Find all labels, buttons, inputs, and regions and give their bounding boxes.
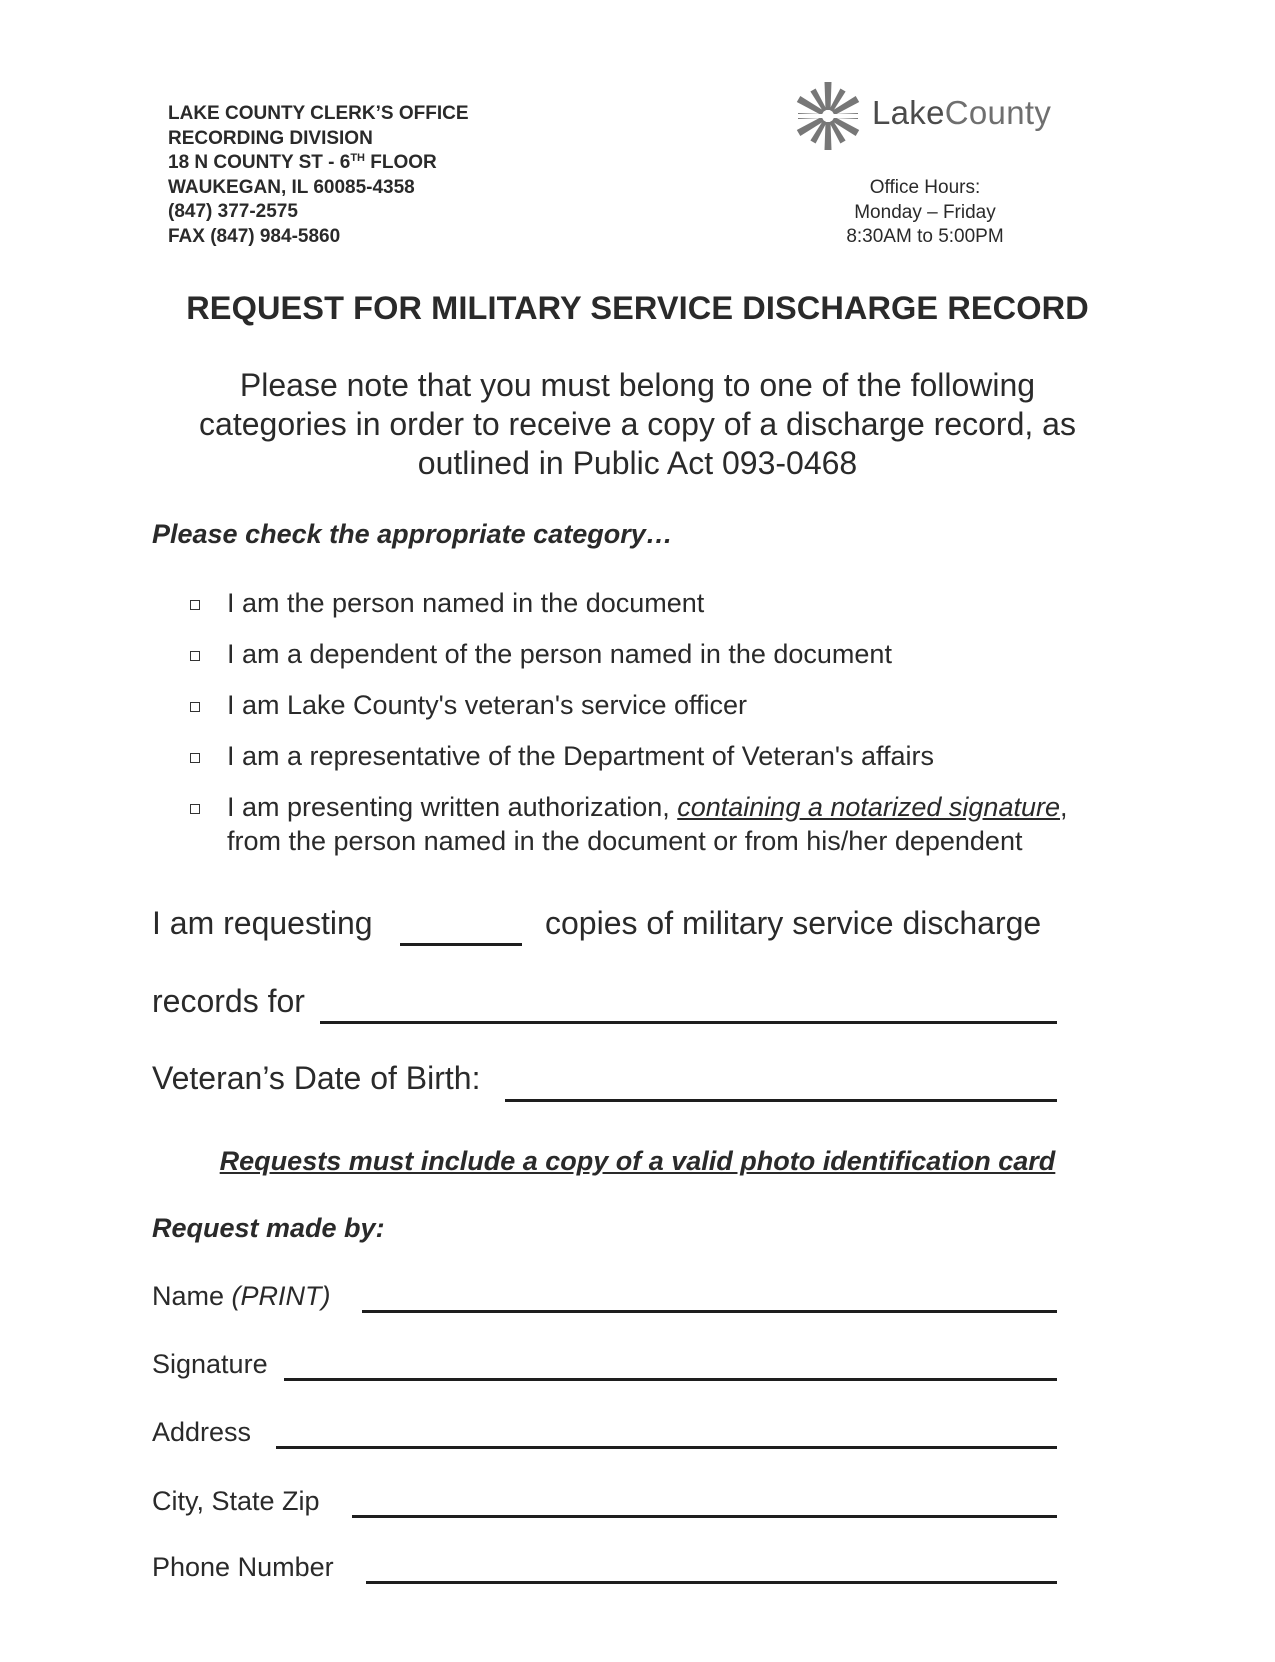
notarized-signature-emphasis: containing a notarized signature (677, 792, 1060, 822)
note-line: outlined in Public Act 093-0468 (417, 445, 858, 481)
checkbox[interactable] (190, 804, 200, 814)
category-label: I am Lake County's veteran's service officer (227, 690, 748, 720)
city-state-zip-label: City, State Zip (152, 1486, 320, 1516)
phone-label: Phone Number (152, 1552, 334, 1582)
clerk-address-block (168, 102, 469, 249)
photo-id-requirement: Requests must include a copy of a valid photo identification card (219, 1146, 1056, 1176)
street-address: 18 N COUNTY ST - 6TH FLOOR (168, 152, 437, 173)
checkbox[interactable] (190, 651, 200, 661)
request-label-b: copies of military service discharge (545, 905, 1042, 941)
address-input[interactable] (276, 1446, 1057, 1449)
records-for-label: records for (152, 983, 305, 1019)
note-line: categories in order to receive a copy of a discharge record, as (199, 406, 1076, 442)
category-label: I am a dependent of the person named in the document (227, 639, 892, 669)
category-label: I am the person named in the document (227, 588, 705, 618)
category-instruction: Please check the appropriate category… (152, 519, 673, 549)
city-state-zip: WAUKEGAN, IL 60085-4358 (168, 176, 415, 198)
star-burst-logo-icon (790, 78, 866, 154)
request-label-a: I am requesting (152, 905, 373, 941)
signature-label: Signature (152, 1349, 268, 1379)
office-hours-days: Monday – Friday (854, 201, 996, 223)
category-label: I am presenting written authorization, containing a notarized signature, from the person named in the document or from his/her dependent (227, 792, 1068, 856)
dob-label: Veteran’s Date of Birth: (152, 1060, 481, 1096)
checkbox[interactable] (190, 600, 200, 610)
office-hours-times: 8:30AM to 5:00PM (846, 226, 1004, 247)
veteran-dob-input[interactable] (505, 1099, 1057, 1102)
requester-name-label: Name (PRINT) (152, 1281, 331, 1311)
signature-input[interactable] (284, 1378, 1057, 1381)
form-title: REQUEST FOR MILITARY SERVICE DISCHARGE RECORD (186, 290, 1089, 326)
request-made-by-heading: Request made by: (152, 1213, 385, 1243)
phone-number: (847) 377-2575 (168, 201, 298, 222)
lake-county-logo (790, 78, 1080, 154)
category-label: I am a representative of the Department of Veteran's affairs (227, 741, 935, 771)
division-name: RECORDING DIVISION (168, 127, 373, 149)
veteran-name-input[interactable] (320, 1021, 1057, 1024)
office-hours (810, 176, 1040, 250)
copies-count-input[interactable] (400, 943, 522, 946)
note-line: Please note that you must belong to one of the following (239, 367, 1036, 403)
address-label: Address (152, 1417, 252, 1447)
request-copies-line (152, 905, 373, 942)
category-option-written-authorization[interactable] (190, 790, 1150, 900)
eligibility-note (100, 366, 1175, 483)
phone-input[interactable] (366, 1581, 1057, 1584)
fax-number: FAX (847) 984-5860 (168, 225, 341, 247)
checkbox[interactable] (190, 702, 200, 712)
office-hours-label: Office Hours: (869, 177, 981, 198)
city-state-zip-input[interactable] (352, 1515, 1057, 1518)
logo-wordmark: LakeCounty (872, 94, 1052, 131)
requester-name-input[interactable] (362, 1310, 1057, 1313)
office-name: LAKE COUNTY CLERK’S OFFICE (168, 103, 469, 124)
checkbox[interactable] (190, 753, 200, 763)
